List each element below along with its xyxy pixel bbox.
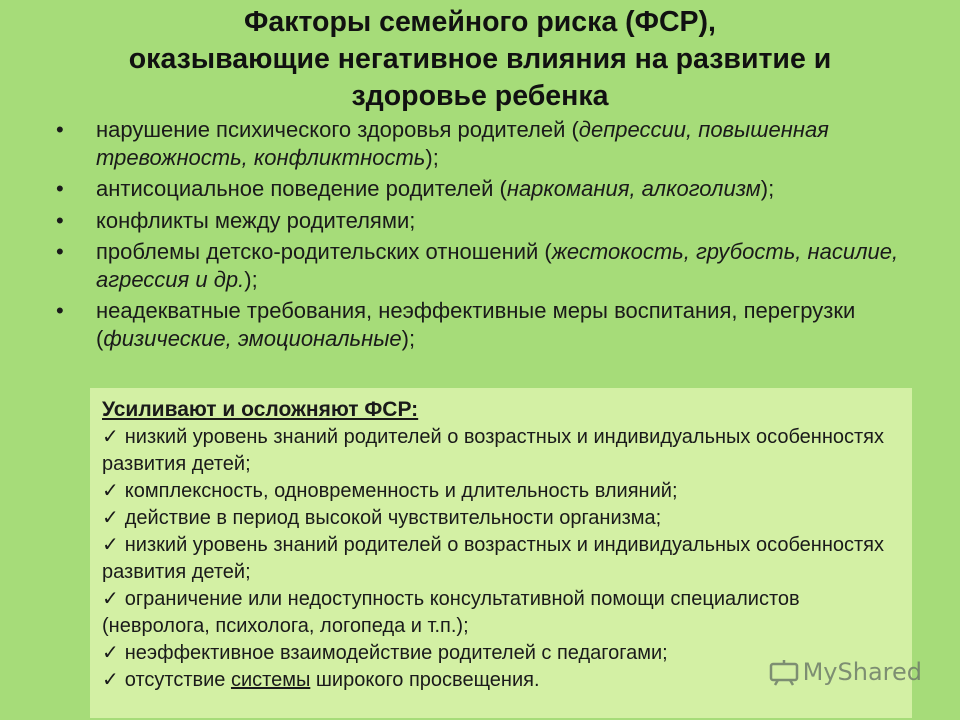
- list-item: [56, 116, 916, 171]
- item-text-end: );: [401, 325, 416, 351]
- checkmark-icon: ✓: [102, 480, 119, 502]
- item-underlined-text: системы: [230, 669, 311, 691]
- item-text-end: );: [244, 266, 258, 292]
- checkmark-icon: ✓: [102, 534, 119, 556]
- aggravating-factors-list: [102, 424, 900, 694]
- item-italic-text: наркомания, алкоголизм: [506, 176, 761, 201]
- list-item: [102, 586, 900, 640]
- watermark-text: MyShared: [802, 658, 922, 686]
- item-text: действие в период высокой чувствительности организма;: [124, 507, 662, 529]
- list-item: [56, 207, 916, 235]
- item-text: антисоциальное поведение родителей (: [96, 176, 507, 201]
- title-line-2: оказывающие негативное влияния на развитие и: [128, 43, 832, 75]
- title-line-1: Факторы семейного риска (ФСР),: [244, 6, 716, 38]
- list-item: [56, 297, 916, 352]
- item-italic-text: депрессии, повышенная тревожность, конфликтность: [96, 117, 829, 170]
- item-text: конфликты между родителями;: [96, 207, 416, 233]
- item-italic-text: физические, эмоциональные: [103, 325, 402, 351]
- checkmark-icon: ✓: [102, 588, 119, 610]
- list-item: [102, 478, 900, 505]
- item-text-end: широкого просвещения.: [310, 669, 540, 691]
- checkmark-icon: ✓: [102, 642, 119, 664]
- checkmark-icon: ✓: [102, 507, 119, 529]
- list-item: [102, 532, 900, 586]
- box-heading: Усиливают и осложняют ФСР:: [102, 398, 419, 421]
- risk-factors-list: [56, 116, 916, 356]
- list-item: [102, 505, 900, 532]
- watermark: [769, 658, 922, 686]
- item-text-end: );: [425, 144, 439, 170]
- title-line-3: здоровье ребенка: [351, 80, 609, 112]
- checkmark-icon: ✓: [102, 426, 119, 448]
- slide-title: [40, 4, 920, 115]
- checkmark-icon: ✓: [102, 669, 119, 691]
- presentation-board-icon: [769, 658, 799, 686]
- item-text-end: );: [760, 176, 775, 201]
- item-text: отсутствие: [124, 669, 231, 691]
- item-text: комплексность, одновременность и длительность влияний;: [124, 480, 678, 502]
- item-text: низкий уровень знаний родителей о возрастных и индивидуальных особенностях развития детей;: [102, 534, 884, 583]
- list-item: [56, 238, 916, 293]
- item-italic-text: жестокость, грубость, насилие, агрессия и др.: [96, 239, 899, 292]
- list-item: [56, 175, 916, 203]
- item-text: проблемы детско-родительских отношений (: [96, 239, 552, 264]
- item-text: неадекватные требования, неэффективные меры воспитания, перегрузки (: [96, 298, 856, 351]
- item-text: нарушение психического здоровья родителей (: [96, 117, 579, 142]
- item-text: неэффективное взаимодействие родителей с педагогами;: [124, 642, 668, 664]
- list-item: [102, 424, 900, 478]
- item-text: низкий уровень знаний родителей о возрастных и индивидуальных особенностях развития детей;: [102, 426, 884, 475]
- item-text: ограничение или недоступность консультативной помощи специалистов (невролога, психолога, логопеда и т.п.);: [102, 588, 800, 637]
